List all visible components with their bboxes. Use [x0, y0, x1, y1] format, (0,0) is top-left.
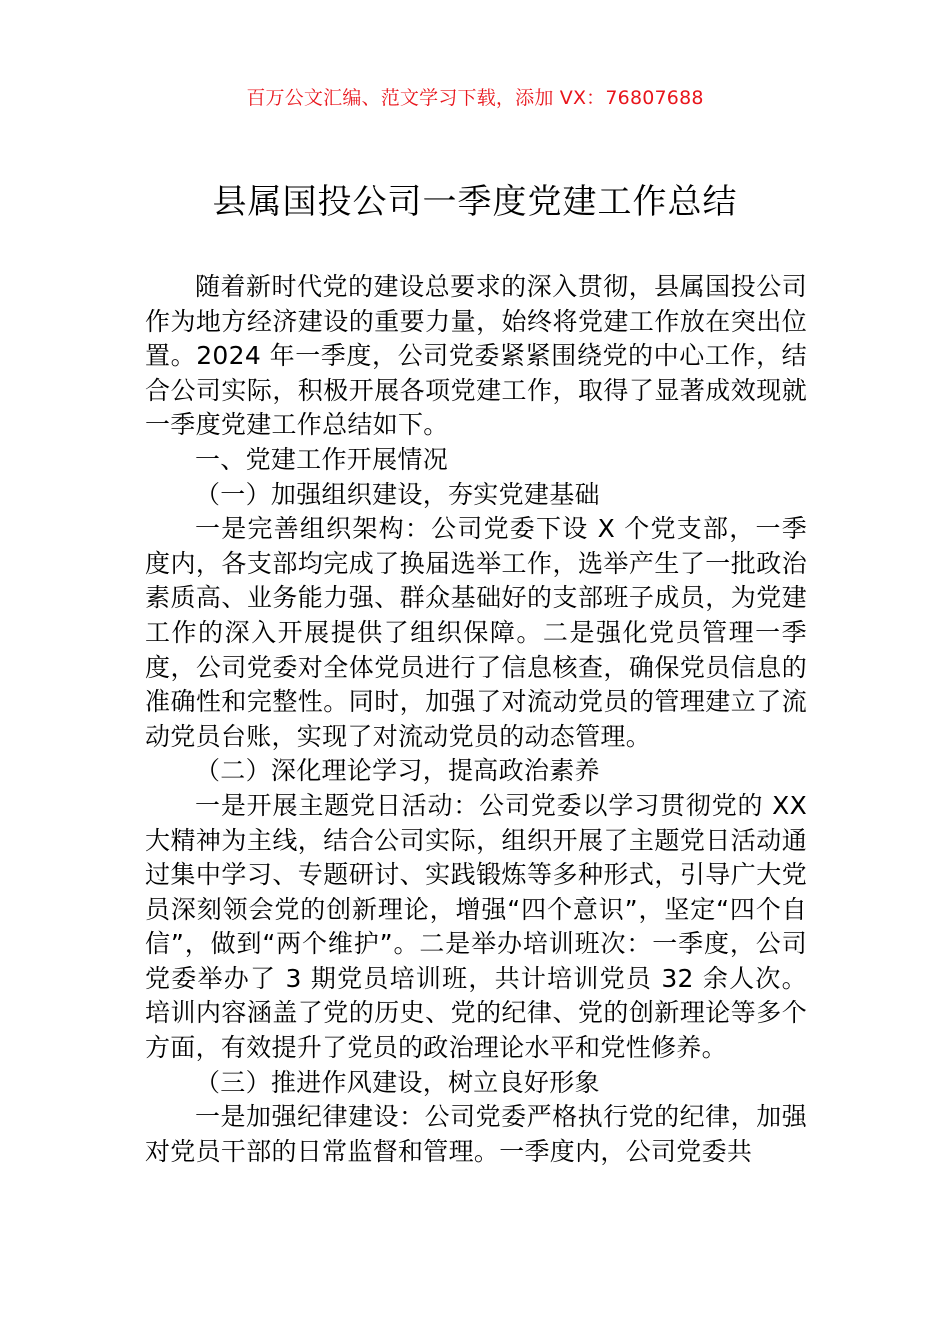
- body-paragraph: 一是完善组织架构：公司党委下设 X 个党支部，一季度内，各支部均完成了换届选举工作，选举产生了一批政治素质高、业务能力强、群众基础好的支部班子成员，为党建工作的深入开展提供了组织保障。二是强化党员管理一季度，公司党委对全体党员进行了信息核查，确保党员信息的准确性和完整性。同时，加强了对流动党员的管理建立了流动党员台账，实现了对流动党员的动态管理。: [145, 514, 807, 751]
- intro-paragraph: 随着新时代党的建设总要求的深入贯彻，县属国投公司作为地方经济建设的重要力量，始终将党建工作放在突出位置。2024 年一季度，公司党委紧紧围绕党的中心工作，结合公司实际，积极开展各项党建工作，取得了显著成效现就一季度党建工作总结如下。: [145, 272, 807, 440]
- body-paragraph: 一是加强纪律建设：公司党委严格执行党的纪律，加强对党员干部的日常监督和管理。一季度内，公司党委共: [145, 1102, 807, 1166]
- section-heading: 一、党建工作开展情况: [195, 444, 449, 474]
- subsection-heading: （二）深化理论学习，提高政治素养: [195, 756, 600, 786]
- document-body: [145, 270, 807, 1169]
- document-title: 县属国投公司一季度党建工作总结: [212, 182, 738, 222]
- header-note: 百万公文汇编、范文学习下载，添加 VX：76807688: [246, 87, 704, 109]
- subsection-heading: （三）推进作风建设，树立良好形象: [195, 1067, 600, 1097]
- body-paragraph: 一是开展主题党日活动：公司党委以学习贯彻党的 XX 大精神为主线，结合公司实际，组织开展了主题党日活动通过集中学习、专题研讨、实践锻炼等多种形式，引导广大党员深刻领会党的创新理论，增强“四个意识”，坚定“四个自信”，做到“两个维护”。二是举办培训班次：一季度，公司党委举办了 3 期党员培训班，共计培训党员 32 余人次。培训内容涵盖了党的历史、党的纪律、党的创新理论等多个方面，有效提升了党员的政治理论水平和党性修养。: [145, 790, 807, 1063]
- subsection-heading: （一）加强组织建设，夯实党建基础: [195, 479, 600, 509]
